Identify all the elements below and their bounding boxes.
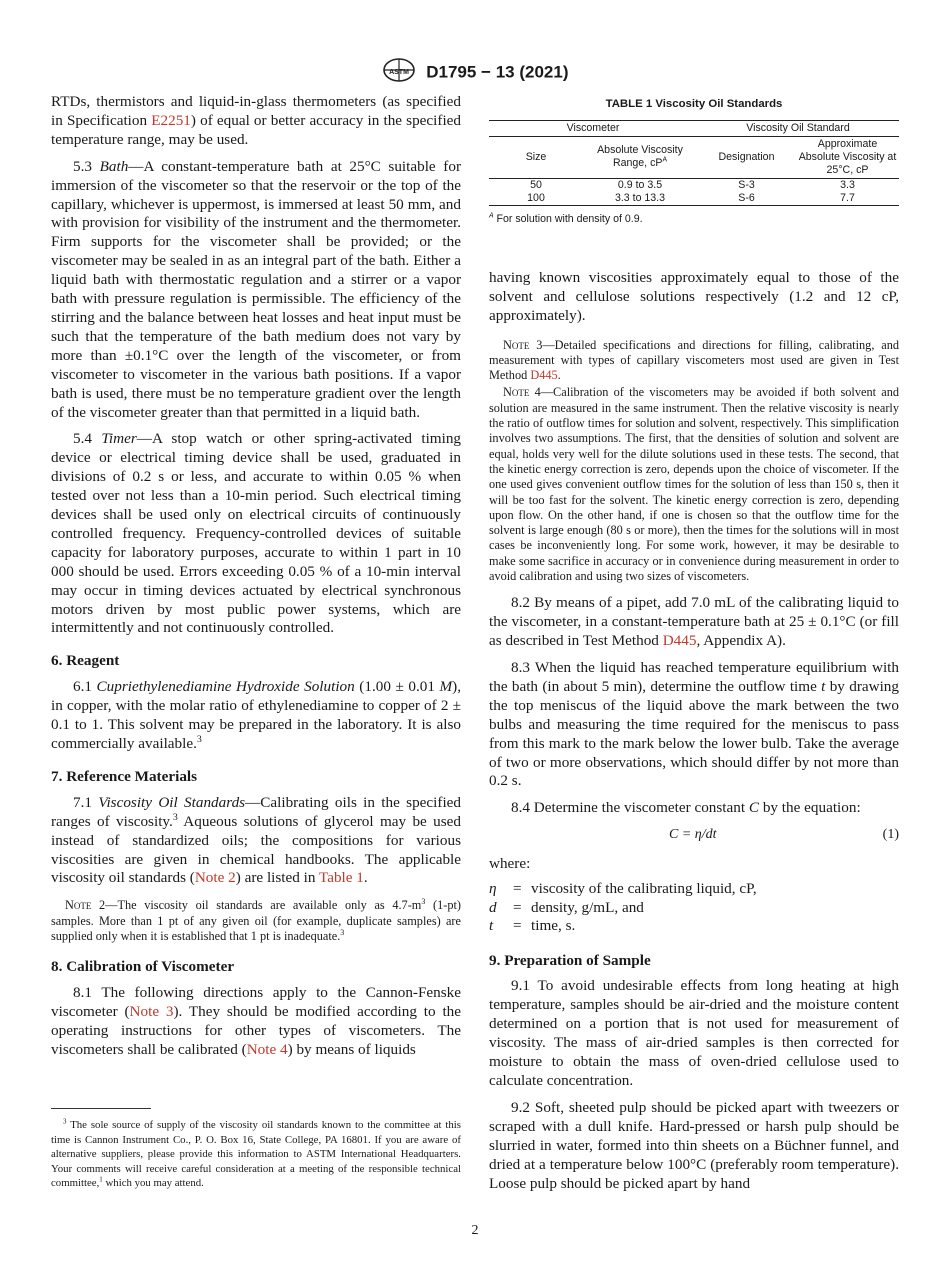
paragraph-continued: RTDs, thermistors and liquid-in-glass thermometers (as specified in Specification E2251) of equal or better accuracy in the specified temperature range, may be used. bbox=[51, 93, 461, 148]
where-item: d = density, g/mL, and bbox=[489, 898, 644, 916]
where-item: t = time, s. bbox=[489, 917, 576, 935]
link-e2251[interactable]: E2251 bbox=[151, 111, 191, 129]
table-header-range: Absolute Viscosity Range, $cP^A$ bbox=[583, 136, 697, 178]
section-9-heading: 9. Preparation of Sample bbox=[489, 951, 651, 969]
section-8-1: 8.1 The following directions apply to the Cannon-Fenske viscometer (Note 3). They should be modified according to the operating instructions for other types of viscometers. The viscometers shall be calibrated (Note 4) by means of liquids bbox=[51, 984, 461, 1058]
link-note-2[interactable]: Note 2 bbox=[194, 869, 236, 887]
table-group-oil-standard: Viscosity Oil Standard bbox=[697, 120, 899, 136]
link-note-4[interactable]: Note 4 bbox=[246, 1040, 288, 1058]
footnote-divider bbox=[51, 1108, 151, 1109]
section-8-2: 8.2 By means of a pipet, add 7.0 mL of the calibrating liquid to the viscometer, in a constant-temperature bath at 25 ± 0.1°C (or fill as described in Test Method D445, Appendix A). bbox=[489, 594, 900, 650]
left-column bbox=[51, 93, 461, 1068]
where-label: where: bbox=[489, 855, 531, 873]
right-column bbox=[489, 93, 899, 1201]
equation-1 bbox=[489, 826, 899, 845]
section-5-3: 5.3 Bath—A constant-temperature bath at 25°C suitable for immersion of the viscometer so that the reservoir or the top of the capillary, whichever is uppermost, is immersed at least 50 mm, and with provision for visibility of the instrument and the thermometer. Firm supports for the viscometer shall be provided; or the viscometer may be sealed in as an integral part of the bath. Either a liquid bath with thermostatic regulation and a stirrer or a vapor bath with pressure regulation is permissible. The efficiency of the stirring and the balance between heat losses and heat input must be such that the temperature of the bath medium does not vary by more than ±0.1°C over the length of the viscometer, or from viscometer to viscometer in the various bath positions. If a vapor bath is used, there must be no temperature gradient over the length of the viscometer greater than that permitted in a liquid bath. bbox=[51, 157, 461, 421]
footnote-3: $^3$ The sole source of supply of the viscosity oil standards known to the committee at this time is Cannon Instrument Co., P. O. Box 16, State College, PA 16801. If you are aware of alternative suppliers, please provide this information to ASTM International Headquarters. Your comments will receive careful consideration at a meeting of the responsible technical committee,$^1$ which you may attend. bbox=[51, 1117, 461, 1190]
viscosity-oil-standards-table bbox=[489, 120, 899, 206]
equation-expression: C = η/dt bbox=[669, 827, 717, 843]
equation-number: (1) bbox=[882, 827, 899, 843]
astm-logo-icon bbox=[382, 57, 416, 88]
section-7-1: 7.1 Viscosity Oil Standards—Calibrating oils in the specified ranges of viscosity.$^3$ Aqueous solutions of glycerol may be used instead of standardized oils; the compositions for various viscosities are given in chemical handbooks. The applicable viscosity oil standards (Note 2) are listed in Table 1. bbox=[51, 793, 461, 887]
table-row: 100 3.3 to 13.3 S-6 7.7 bbox=[489, 192, 899, 206]
table-footnote: $^A$ For solution with density of 0.9. bbox=[489, 212, 643, 225]
section-9-1: 9.1 To avoid undesirable effects from long heating at high temperature, samples should be air-dried and the moisture content determined on a portion that is not used for measurement of viscosity. The mass of air-dried samples is then corrected for moisture to obtain the mass of oven-dried cellulose used to calculate concentration. bbox=[489, 977, 899, 1089]
paragraph-continued-right: having known viscosities approximately equal to those of the solvent and cellulose solutions respectively (1.2 and 12 cP, approximately). bbox=[489, 268, 899, 324]
link-d445-appendix[interactable]: D445 bbox=[662, 632, 697, 650]
table-row: 50 0.9 to 3.5 S-3 3.3 bbox=[530, 178, 855, 191]
standard-designation: D1795 − 13 (2021) bbox=[426, 62, 569, 82]
table-header-approx: Approximate Absolute Viscosity at 25°C, cP bbox=[796, 136, 899, 178]
table-header-size: Size bbox=[489, 136, 583, 178]
link-table-1[interactable]: Table 1 bbox=[319, 869, 364, 887]
table-title: TABLE 1 Viscosity Oil Standards bbox=[605, 98, 783, 110]
section-7-heading: 7. Reference Materials bbox=[51, 767, 198, 785]
where-item: η = viscosity of the calibrating liquid, cP, bbox=[489, 880, 757, 898]
section-8-3: 8.3 When the liquid has reached temperature equilibrium with the bath (in about 5 min), determine the outflow time t by drawing the top meniscus of the liquid above the mark between the two bulbs and measuring the time required for the meniscus to pass from this mark to the mark below the lower bulb. Take the average of two or more observations, which should differ by not more than 0.2 s. bbox=[489, 659, 899, 790]
note-3: Note 3—Detailed specifications and directions for filling, calibrating, and measurement with types of capillary viscometers most used are given in Test Method D445. bbox=[489, 337, 899, 383]
section-6-heading: 6. Reagent bbox=[51, 652, 120, 670]
section-5-4: 5.4 Timer—A stop watch or other spring-activated timing device or electrical timing device shall be used, graduated in divisions of 0.2 s or less, and accurate to within 0.05 % when tested over not less than a 10-min period. Such electrical timing devices shall be used only on electrical circuits of continuously controlled frequency. Frequency-controlled devices of suitable capacity for laboratory purposes, accurate to within 1 part in 10 000 should be used. Errors exceeding 0.05 % of a 10-min interval may occur in timing devices actuated by electrical synchronous motors driven by most public power systems, which are intermittently and not continuously controlled. bbox=[51, 430, 462, 637]
link-d445[interactable]: D445 bbox=[530, 368, 558, 383]
note-2: Note 2—The viscosity oil standards are available only as $4.7-m^3$ (1-pt) samples. More than 1 pt of any given oil (for example, duplicate samples) are supplied only when it is established that 1 pt is inadequate.$^3$ bbox=[51, 897, 461, 943]
link-note-3[interactable]: Note 3 bbox=[129, 1003, 174, 1021]
table-header-designation: Designation bbox=[697, 136, 796, 178]
section-9-2: 9.2 Soft, sheeted pulp should be picked apart with tweezers or scraped with a dull knife. Hard-pressed or harsh pulp should be slurried in water, formed into thin sheets on a Büchner funnel, and dried at a temperature below 100°C (preferably room temperature). Loose pulp should be picked apart by hand bbox=[489, 1098, 899, 1192]
table-group-viscometer: Viscometer bbox=[489, 120, 697, 136]
section-6-1: 6.1 Cupriethylenediamine Hydroxide Solution (1.00 ± 0.01 M), in copper, with the molar ratio of ethylenediamine to copper of 2 ± 0.1 to 1. This solvent may be prepared in the laboratory. It is also commercially available.$^3$ bbox=[51, 678, 461, 752]
page-header bbox=[0, 57, 950, 88]
page-number: 2 bbox=[471, 1223, 479, 1238]
section-8-heading: 8. Calibration of Viscometer bbox=[51, 958, 235, 976]
note-4: Note 4—Calibration of the viscometers may be avoided if both solvent and solution are measured in the same instrument. Then the relative viscosity is nearly the ratio of outflow times for solution and solvent, respectively. This simplification involves two assumptions. The first, that the densities of solution and solvent are equal, holds very well for the dilute solutions used in these tests. The second, that the kinetic energy correction is zero, depends upon the choice of viscometer. If the one used gives convenient outflow times for the solution of less than 150 s, then it will be too fast for the solvent. The kinetic energy correction is zero, depending upon flow. On the other hand, if one is chosen so that the outflow time for the solvent is large enough (80 s or more), then the times for the solutions will in most cases be inconveniently long. For some work, however, it may be desirable to make some sacrifice in accuracy or in convenience during measurement in order to avoid calibration and using two sizes of viscometers. bbox=[489, 385, 899, 583]
svg-text:ASTM: ASTM bbox=[388, 69, 409, 76]
section-8-4: 8.4 Determine the viscometer constant C by the equation: bbox=[511, 799, 861, 817]
